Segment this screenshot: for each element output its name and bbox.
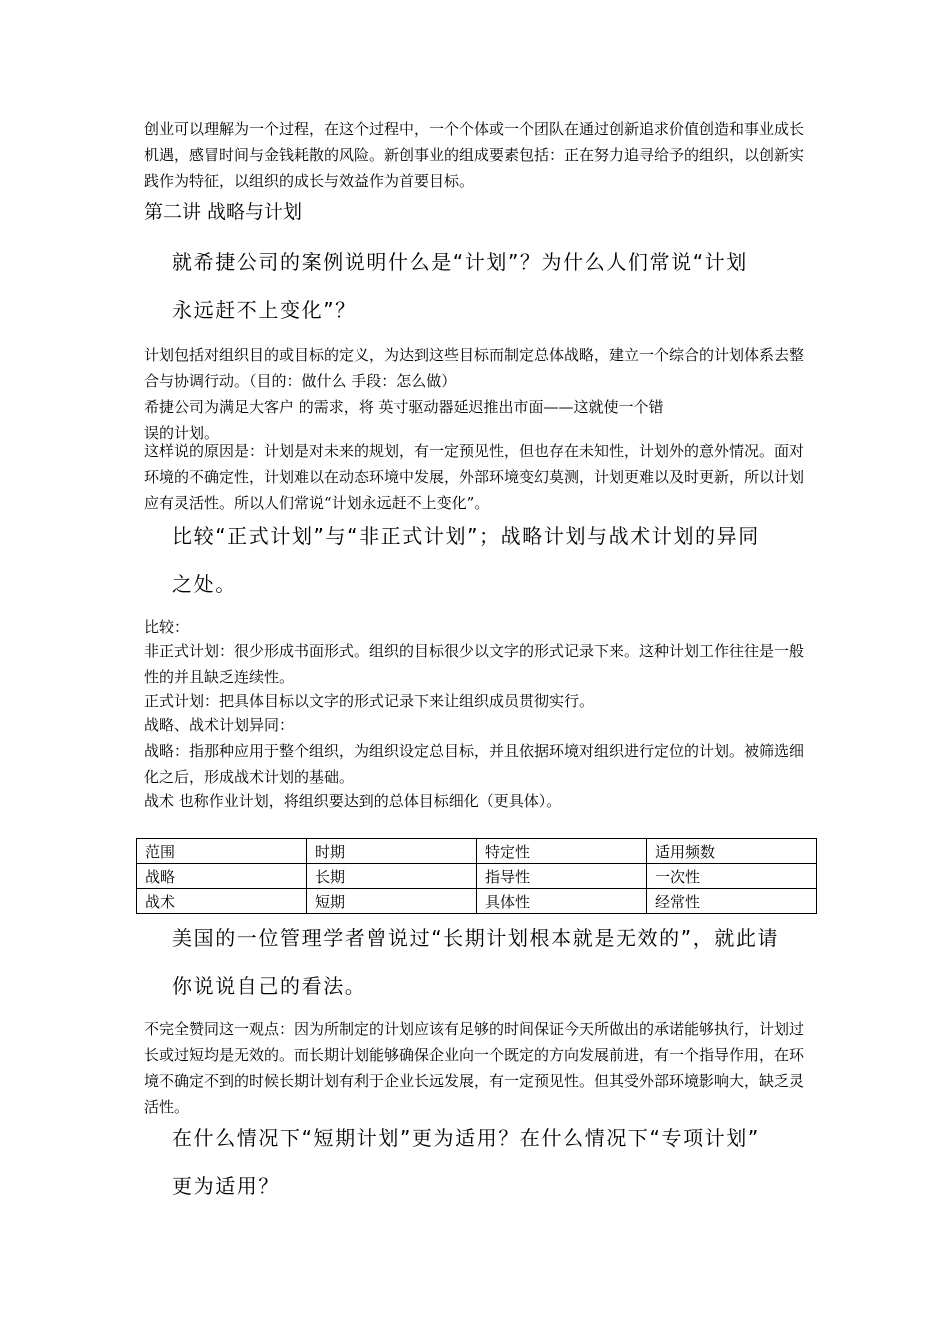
table-cell: 战术 [137, 889, 307, 914]
answer-1-reason: 这样说的原因是：计划是对未来的规划，有一定预见性，但也存在未知性，计划外的意外情况。面对环境的不确定性，计划难以在动态环境中发展，外部环境变幻莫测，计划更难以及时更新，所以计划应有灵活性。所以人们常说“计划永远赶不上变化”。 [144, 442, 805, 512]
table-cell: 短期 [307, 889, 477, 914]
answer-2-diff-label: 战略、战术计划异同： [144, 716, 295, 734]
comparison-table [136, 838, 817, 914]
question-3-line-2: 你说说自己的看法。 [172, 974, 367, 998]
answer-2-strategic: 战略：指那种应用于整个组织，为组织设定总目标，并且依据环境对组织进行定位的计划。被筛选细化之后，形成战术计划的基础。 [144, 742, 805, 786]
table-cell: 时期 [307, 839, 477, 864]
table-cell: 长期 [307, 864, 477, 889]
table-cell: 指导性 [477, 864, 647, 889]
answer-2-compare-label: 比较： [144, 618, 190, 636]
lecture-title: 第二讲 战略与计划 [144, 201, 303, 223]
table-cell: 具体性 [477, 889, 647, 914]
table-cell: 经常性 [647, 889, 817, 914]
intro-paragraph: 创业可以理解为一个过程，在这个过程中，一个个体或一个团队在通过创新追求价值创造和事业成长机遇，感冒时间与金钱耗散的风险。新创事业的组成要素包括：正在努力追寻给予的组织，以创新实践作为特征，以组织的成长与效益作为首要目标。 [144, 120, 805, 190]
table-row [137, 889, 817, 914]
answer-2-informal: 非正式计划：很少形成书面形式。组织的目标很少以文字的形式记录下来。这种计划工作往往是一般性的并且缺乏连续性。 [144, 642, 805, 686]
table-row [137, 864, 817, 889]
answer-3: 不完全赞同这一观点：因为所制定的计划应该有足够的时间保证今天所做出的承诺能够执行，计划过长或过短均是无效的。而长期计划能够确保企业向一个既定的方向发展前进，有一个指导作用，在环境不确定不到的时候长期计划有利于企业长远发展，有一定预见性。但其受外部环境影响大，缺乏灵活性。 [144, 1020, 805, 1116]
answer-1-case-line-1: 希捷公司为满足大客户 的需求，将 英寸驱动器延迟推出市面——这就使一个错 [144, 398, 664, 416]
question-2-line-2: 之处。 [172, 572, 237, 596]
question-1-line-1: 就希捷公司的案例说明什么是“计划”？为什么人们常说“计划 [172, 250, 748, 274]
question-2-line-1: 比较“正式计划”与“非正式计划”；战略计划与战术计划的异同 [172, 524, 760, 548]
answer-2-formal: 正式计划：把具体目标以文字的形式记录下来让组织成员贯彻实行。 [144, 692, 595, 710]
table-cell: 一次性 [647, 864, 817, 889]
table-row [137, 839, 817, 864]
table-cell: 适用频数 [647, 839, 817, 864]
question-1-line-2: 永远赶不上变化”？ [172, 298, 357, 322]
question-4-line-2: 更为适用？ [172, 1174, 280, 1198]
table-cell: 范围 [137, 839, 307, 864]
question-4-line-1: 在什么情况下“短期计划”更为适用？在什么情况下“专项计划” [172, 1126, 760, 1150]
table-cell: 战略 [137, 864, 307, 889]
question-3-line-1: 美国的一位管理学者曾说过“长期计划根本就是无效的”，就此请 [172, 926, 780, 950]
answer-1-definition: 计划包括对组织目的或目标的定义，为达到这些目标而制定总体战略，建立一个综合的计划体系去整合与协调行动。（目的：做什么 手段：怎么做） [144, 346, 805, 390]
table-cell: 特定性 [477, 839, 647, 864]
answer-2-tactical: 战术 也称作业计划，将组织要达到的总体目标细化（更具体）。 [144, 792, 562, 810]
answer-1-case-line-2: 误的计划。 [144, 424, 220, 442]
